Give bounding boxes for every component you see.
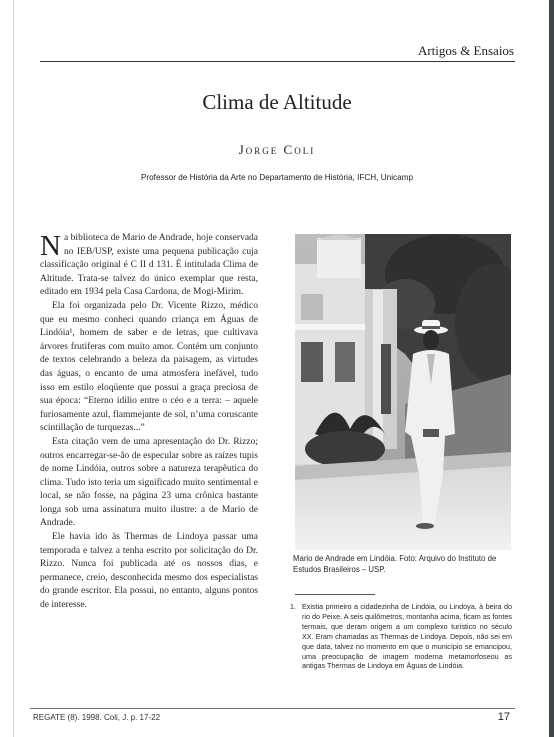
paragraph: Esta citação vem de uma apresentação do Dr. Rizzo; outros encarregar-se-ão de especular sobre as raízes tupis de nome Lindóia, outros sobre a natureza terapêutica do clima. Tudo isto teria um significado muito sentimental e local, se não fosse, na página 23 uma crônica bastante longa sob uma assinatura muito ilustre: a de Mario de Andrade. — [40, 436, 258, 529]
paragraph-text: a biblioteca de Mario de Andrade, hoje conservada no IEB/USP, existe uma pequena publicação cuja classificação original é C II d 131. É intitulada Clima de Altitude. Trata-se talvez do único exemplar que resta, editado em 1934 pela Casa Cardona, de Mogi-Mirim. — [40, 233, 258, 298]
journal-citation: REGATE (8). 1998. Coli, J. p. 17-22 — [33, 713, 161, 722]
section-header: Artigos & Ensaios — [417, 43, 514, 58]
footer-rule — [30, 708, 515, 709]
paragraph — [40, 232, 258, 300]
author-affiliation: Professor de História da Arte no Departamento de História, IFCH, Unicamp — [140, 173, 414, 182]
article-author: Jorge Coli — [238, 142, 316, 157]
footnote — [290, 602, 512, 671]
header-rule — [40, 61, 515, 62]
paragraph: Ela foi organizada pelo Dr. Vicente Rizzo, médico que eu mesmo conheci quando criança em Águas de Lindóia¹, homem de saber e de letras, que cultivava árvores frutíferas com muito amor. Contém um conjunto de textos celebrando a beleza da paisagem, as virtudes das águas, o encanto de uma atmosfera inefável, tudo isso em estilo eloqüente que possui a graça preciosa de sua época: “Eterno idilio entre o céo e a terra: – aquele furiosamente azul, flammejante de sol, n’uma coruscante scintillação de turquezas...” — [40, 300, 258, 434]
photo-caption: Mario de Andrade em Lindóia. Foto: Arquivo do Instituto de Estudos Brasileiros – USP. — [293, 554, 497, 574]
drop-cap: N — [40, 230, 61, 262]
paragraph: Ele havia ido às Thermas de Lindoya passar uma temporada e talvez a tenha escrito por solicitação do Dr. Rizzo. Nunca foi publicada até os nossos dias, e permanece, creio, desconhecida mesmo dos especialistas do grande escritor. Ela possui, no entanto, alguns pontos de interesse. — [40, 532, 258, 611]
article-title: Clima de Altitude — [202, 90, 352, 114]
body-text — [40, 232, 258, 613]
page-number: 17 — [497, 711, 510, 723]
footnote-number: 1. — [290, 602, 296, 611]
photo-mario-de-andrade — [295, 234, 511, 550]
footnote-rule — [295, 594, 375, 595]
footnote-text: Existia primeiro a cidadezinha de Lindóia, ou Lindoya, à beira do rio do Peixe. A seis quilômetros, montanha acima, ficam as fontes termais, que deram origem a um complexo turístico no século XX. Eram chamadas as Thermas de Lindoya. Depois, não sei em que data, talvez no momento em que o município se emancipou, uma preocupação de imagem moderna metamorfoseou as antigas Thermas de Lindoya em Águas de Lindóia. — [302, 602, 512, 671]
